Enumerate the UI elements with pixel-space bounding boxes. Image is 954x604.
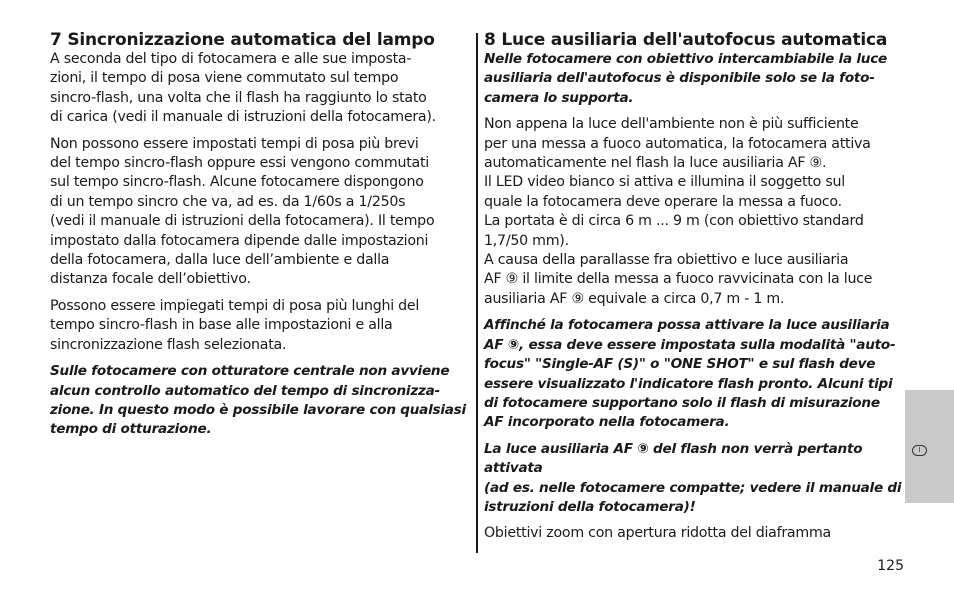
right-column — [484, 30, 904, 551]
left-paragraph-3: Possono essere impiegati tempi di posa più lunghi del tempo sincro-flash in base alle impostazioni e alla sincronizzazione flash selezionata. — [50, 297, 420, 353]
left-paragraph-1: A seconda del tipo di fotocamera e alle sue imposta- zioni, il tempo di posa viene commutato sul tempo sincro-flash, una volta che il flash ha raggiunto lo stato di carica (vedi il manuale di istruzioni della fotocamera). — [50, 51, 436, 126]
left-paragraph-2: Non possono essere impostati tempi di posa più brevi del tempo sincro-flash oppure essi vengono commutati sul tempo sincro-flash. Alcune fotocamere dispongono di un tempo sincro che va, ad es. da 1/60s a 1/250s (vedi il manuale di istruzioni della fotocamera). Il tempo impostato dalla fotocamera dipende dalle impostazioni della fotocamera, dalla luce dell’ambiente e dalla distanza focale dell’obiettivo. — [50, 135, 435, 288]
right-note-1: Affinché la fotocamera possa attivare la luce ausiliaria AF ⑨, essa deve essere impostata sulla modalità "auto- focus" "Single-AF (S)" o "ONE SHOT" e sul flash deve essere visualizzato l'indicatore flash pronto. Alcuni tipi di fotocamere supportano solo il flash di misurazione AF incorporato nella fotocamera. — [484, 317, 896, 431]
column-divider — [476, 33, 478, 553]
section-8-heading: 8 Luce ausiliaria dell'autofocus automatica — [484, 30, 888, 50]
language-tab — [905, 390, 954, 503]
right-body: Non appena la luce dell'ambiente non è più sufficiente per una messa a fuoco automatica, la fotocamera attiva automaticamente nel flash la luce ausiliaria AF ⑨. Il LED video bianco si attiva e illumina il soggetto sul quale la fotocamera deve operare la messa a fuoco. La portata è di circa 6 m ... 9 m (con obiettivo standard 1,7/50 mm). A causa della parallasse fra obiettivo e luce ausiliaria AF ⑨ il limite della messa a fuoco ravvicinata con la luce ausiliaria AF ⑨ equivale a circa 0,7 m - 1 m. — [484, 116, 873, 307]
right-footer-line: Obiettivi zoom con apertura ridotta del diaframma — [484, 525, 831, 542]
language-badge: I — [912, 445, 927, 456]
page-number: 125 — [877, 558, 904, 574]
right-intro: Nelle fotocamere con obiettivo intercambiabile la luce ausiliaria dell'autofocus è disponibile solo se la foto- camera lo supporta. — [484, 51, 887, 106]
left-note: Sulle fotocamere con otturatore centrale non avviene alcun controllo automatico del tempo di sincronizza- zione. In questo modo è possibile lavorare con qualsiasi tempo di otturazione. — [50, 363, 466, 438]
section-7-heading: 7 Sincronizzazione automatica del lampo — [50, 30, 435, 50]
right-note-2: La luce ausiliaria AF ⑨ del flash non verrà pertanto attivata (ad es. nelle fotocamere compatte; vedere il manuale di istruzioni della fotocamera)! — [484, 440, 902, 515]
left-column — [50, 30, 472, 447]
